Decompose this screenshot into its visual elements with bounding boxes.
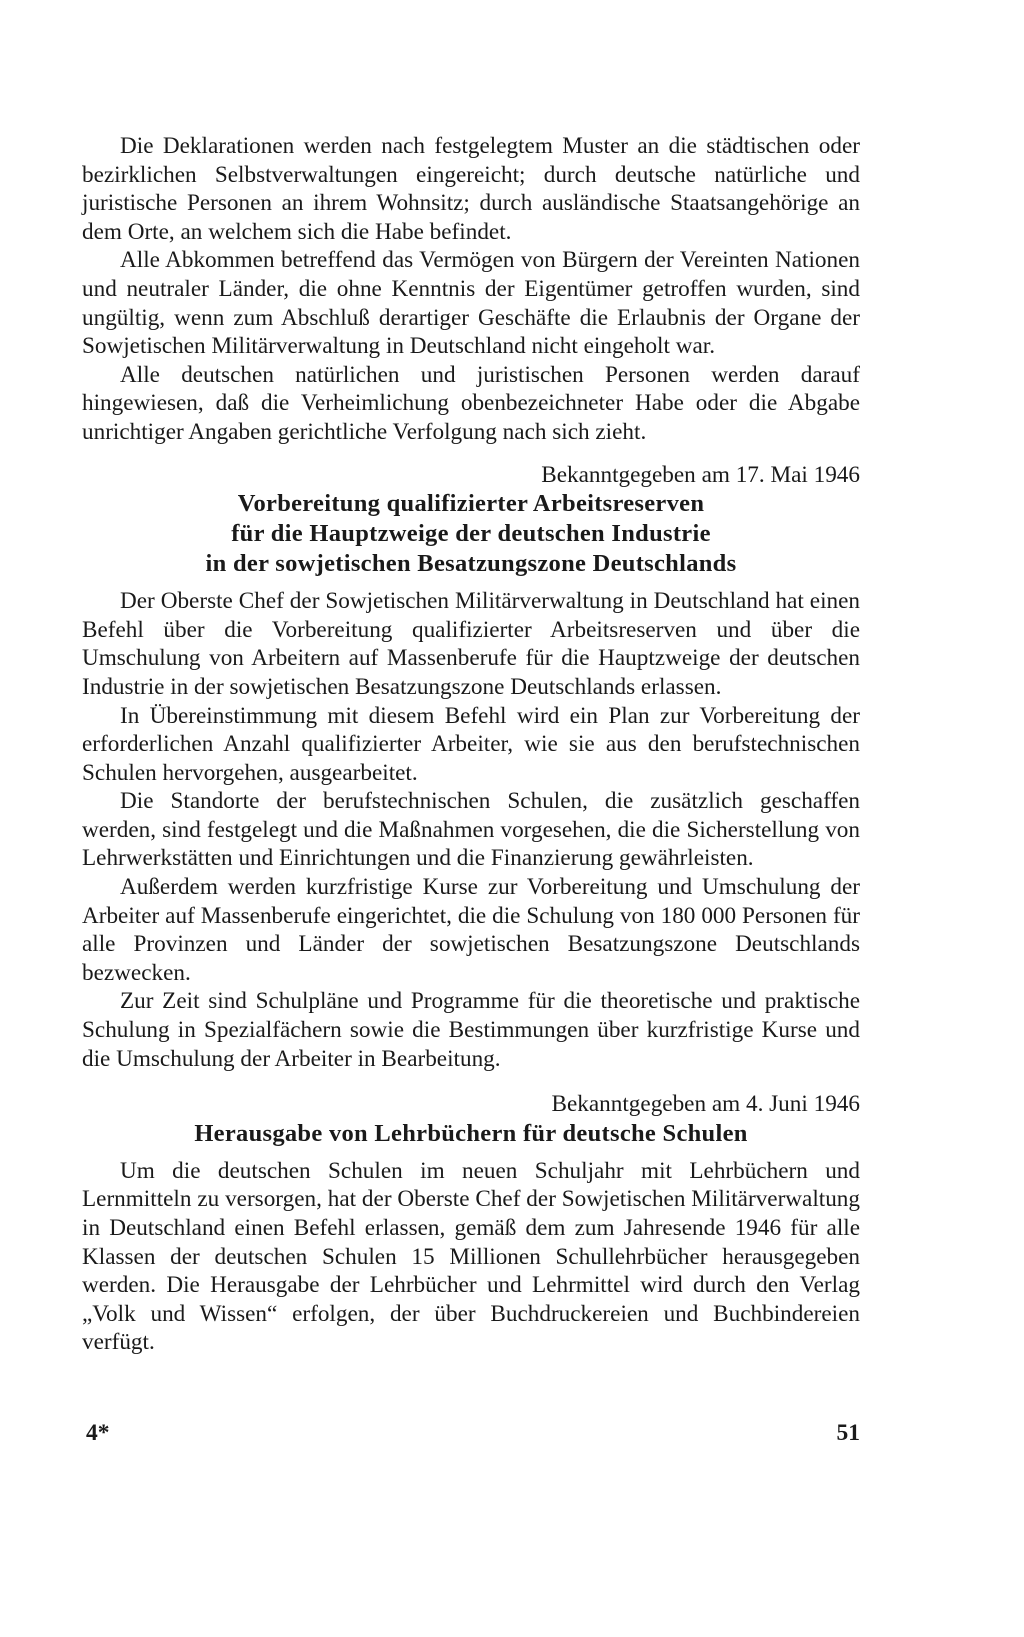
paragraph: Alle Abkommen betreffend das Vermögen von Bürgern der Vereinten Nationen und neutraler Länder, die ohne Kenntnis der Eigentümer getroffen wurden, sind ungültig, wenn zum Abschluß derartiger Geschäfte die Erlaubnis der Organe der Sowjetischen Militärverwaltung in Deutschland nicht eingeholt war. [82, 247, 860, 360]
announcement-date: Bekanntgegeben am 4. Juni 1946 [551, 1091, 860, 1118]
paragraph: In Übereinstimmung mit diesem Befehl wird ein Plan zur Vorbereitung der erforderlichen Anzahl qualifizierter Arbeiter, wie sie aus den berufstechnischen Schulen hervorgehen, ausgearbeitet. [82, 702, 860, 786]
section-title-line: Vorbereitung qualifizierter Arbeitsreserven [237, 490, 705, 518]
section-title [82, 489, 860, 579]
paragraph: Zur Zeit sind Schulpläne und Programme für die theoretische und praktische Schulung in Spezialfächern sowie die Bestimmungen über kurzfristige Kurse und die Umschulung der Arbeiter in Bearbeitung. [82, 988, 860, 1072]
section-title-line: in der sowjetischen Besatzungszone Deutschlands [205, 550, 737, 578]
paragraph: Die Standorte der berufstechnischen Schulen, die zusätzlich geschaffen werden, sind festgelegt und die Maßnahmen vorgesehen, die die Sicherstellung von Lehrwerkstätten und Einrichtungen und die Finanzierung gewährleisten. [82, 788, 860, 872]
paragraph: Außerdem werden kurzfristige Kurse zur Vorbereitung und Umschulung der Arbeiter auf Massenberufe eingerichtet, die die Schulung von 180 000 Personen für alle Provinzen und Länder der sowjetischen Besatzungszone Deutschlands bezwecken. [82, 874, 860, 986]
paragraph: Die Deklarationen werden nach festgelegtem Muster an die städtischen oder bezirklichen Selbstverwaltungen eingereicht; durch deutsche natürliche und juristische Personen an ihrem Wohnsitz; durch ausländische Staatsangehörige an dem Orte, an welchem sich die Habe befindet. [82, 133, 860, 245]
paragraph: Um die deutschen Schulen im neuen Schuljahr mit Lehrbüchern und Lernmitteln zu versorgen, hat der Oberste Chef der Sowjetischen Militärverwaltung in Deutschland einen Befehl erlassen, gemäß dem zum Jahresende 1946 für alle Klassen der deutschen Schulen 15 Millionen Schullehrbücher herausgegeben werden. Die Herausgabe der Lehrbücher und Lehrmittel wird durch den Verlag „Volk und Wissen“ erfolgen, der über Buchdruckereien und Buchbindereien verfügt. [82, 1157, 860, 1356]
announcement-date: Bekanntgegeben am 17. Mai 1946 [541, 461, 860, 488]
signature-mark: 4* [86, 1420, 110, 1446]
page-content [82, 132, 860, 1357]
paragraph: Der Oberste Chef der Sowjetischen Militärverwaltung in Deutschland hat einen Befehl über die Vorbereitung qualifizierter Arbeitsreserven und über die Umschulung von Arbeitern auf Massenberufe für die Hauptzweige der deutschen Industrie in der sowjetischen Besatzungszone Deutschlands erlassen. [82, 588, 860, 700]
section-title-line: für die Hauptzweige der deutschen Industrie [231, 520, 711, 548]
section-title: Herausgabe von Lehrbüchern für deutsche Schulen [194, 1119, 748, 1147]
paragraph: Alle deutschen natürlichen und juristischen Personen werden darauf hingewiesen, daß die Verheimlichung obenbezeichneter Habe oder die Abgabe unrichtiger Angaben gerichtliche Verfolgung nach sich zieht. [82, 361, 860, 445]
page-footer [82, 1420, 860, 1452]
page-number: 51 [836, 1420, 860, 1446]
